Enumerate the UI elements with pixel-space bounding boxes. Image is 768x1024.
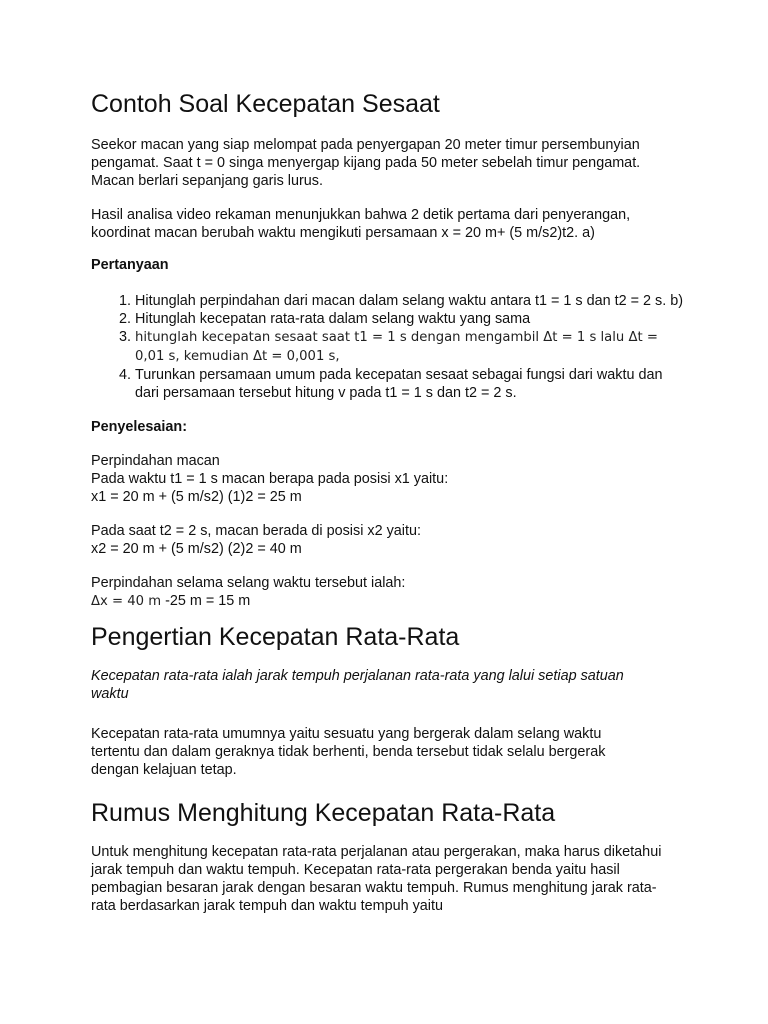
paragraph-analysis: Hasil analisa video rekaman menunjukkan bahwa 2 detik pertama dari penyerangan, koordinat macan berubah waktu mengikuti persamaan x = 20 m+ (5 m/s2)t2. a) bbox=[91, 207, 631, 241]
paragraph-pengertian: Kecepatan rata-rata umumnya yaitu sesuatu yang bergerak dalam selang waktu tertentu dan dalam geraknya tidak berhenti, benda tersebut tidak selalu bergerak dengan kelajuan tetap. bbox=[91, 726, 606, 778]
paragraph-rumus: Untuk menghitung kecepatan rata-rata perjalanan atau pergerakan, maka harus diketahui jarak tempuh dan waktu tempuh. Kecepatan rata-rata pergerakan benda yaitu hasil pembagian besaran jarak dengan besaran waktu tempuh. Rumus menghitung jarak rata-rata berdasarkan jarak tempuh dan waktu tempuh yaitu bbox=[91, 844, 662, 914]
list-item-question-2: 2. Hitunglah kecepatan rata-rata dalam selang waktu yang sama bbox=[135, 310, 685, 328]
heading-rumus: Rumus Menghitung Kecepatan Rata-Rata bbox=[91, 799, 556, 827]
list-item-question-1: 1. Hitunglah perpindahan dari macan dalam selang waktu antara t1 = 1 s dan t2 = 2 s. b) bbox=[135, 292, 685, 310]
document-page bbox=[91, 88, 691, 915]
heading-pengertian: Pengertian Kecepatan Rata-Rata bbox=[91, 623, 460, 651]
solution-block-1 bbox=[91, 452, 691, 506]
list-item-question-3: 3. hitunglah kecepatan sesaat saat t1 = 1 s dengan mengambil Δt = 1 s lalu Δt = 0,01 s, kemudian Δt = 0,001 s, bbox=[135, 328, 685, 366]
solution-text: Pada waktu t1 = 1 s macan berapa pada posisi x1 yaitu: bbox=[91, 471, 449, 487]
solution-text: Perpindahan selama selang waktu tersebut ialah: bbox=[91, 575, 406, 591]
question-list bbox=[91, 292, 685, 402]
solution-equation: x1 = 20 m + (5 m/s2) (1)2 = 25 m bbox=[91, 489, 302, 505]
paragraph-intro: Seekor macan yang siap melompat pada penyergapan 20 meter timur persembunyian pengamat. Saat t = 0 singa menyergap kijang pada 50 meter sebelah timur pengamat. Macan berlari sepanjang garis lurus. bbox=[91, 137, 641, 189]
solution-equation: x2 = 20 m + (5 m/s2) (2)2 = 40 m bbox=[91, 541, 302, 557]
definition-text: Kecepatan rata-rata ialah jarak tempuh perjalanan rata-rata yang lalui setiap satuan waktu bbox=[91, 668, 624, 702]
solution-text: Pada saat t2 = 2 s, macan berada di posisi x2 yaitu: bbox=[91, 523, 421, 539]
list-item-question-4: 4. Turunkan persamaan umum pada kecepatan sesaat sebagai fungsi dari waktu dan dari persamaan tersebut hitung v pada t1 = 1 s dan t2 = 2 s. bbox=[135, 366, 685, 402]
heading-contoh-soal: Contoh Soal Kecepatan Sesaat bbox=[91, 90, 440, 118]
solution-block-2 bbox=[91, 522, 691, 558]
solution-equation: Δx = 40 m -25 m = 15 m bbox=[91, 593, 251, 609]
label-pertanyaan: Pertanyaan bbox=[91, 257, 169, 273]
solution-text: Perpindahan macan bbox=[91, 453, 220, 469]
solution-block-3 bbox=[91, 574, 691, 611]
label-penyelesaian: Penyelesaian: bbox=[91, 419, 187, 435]
